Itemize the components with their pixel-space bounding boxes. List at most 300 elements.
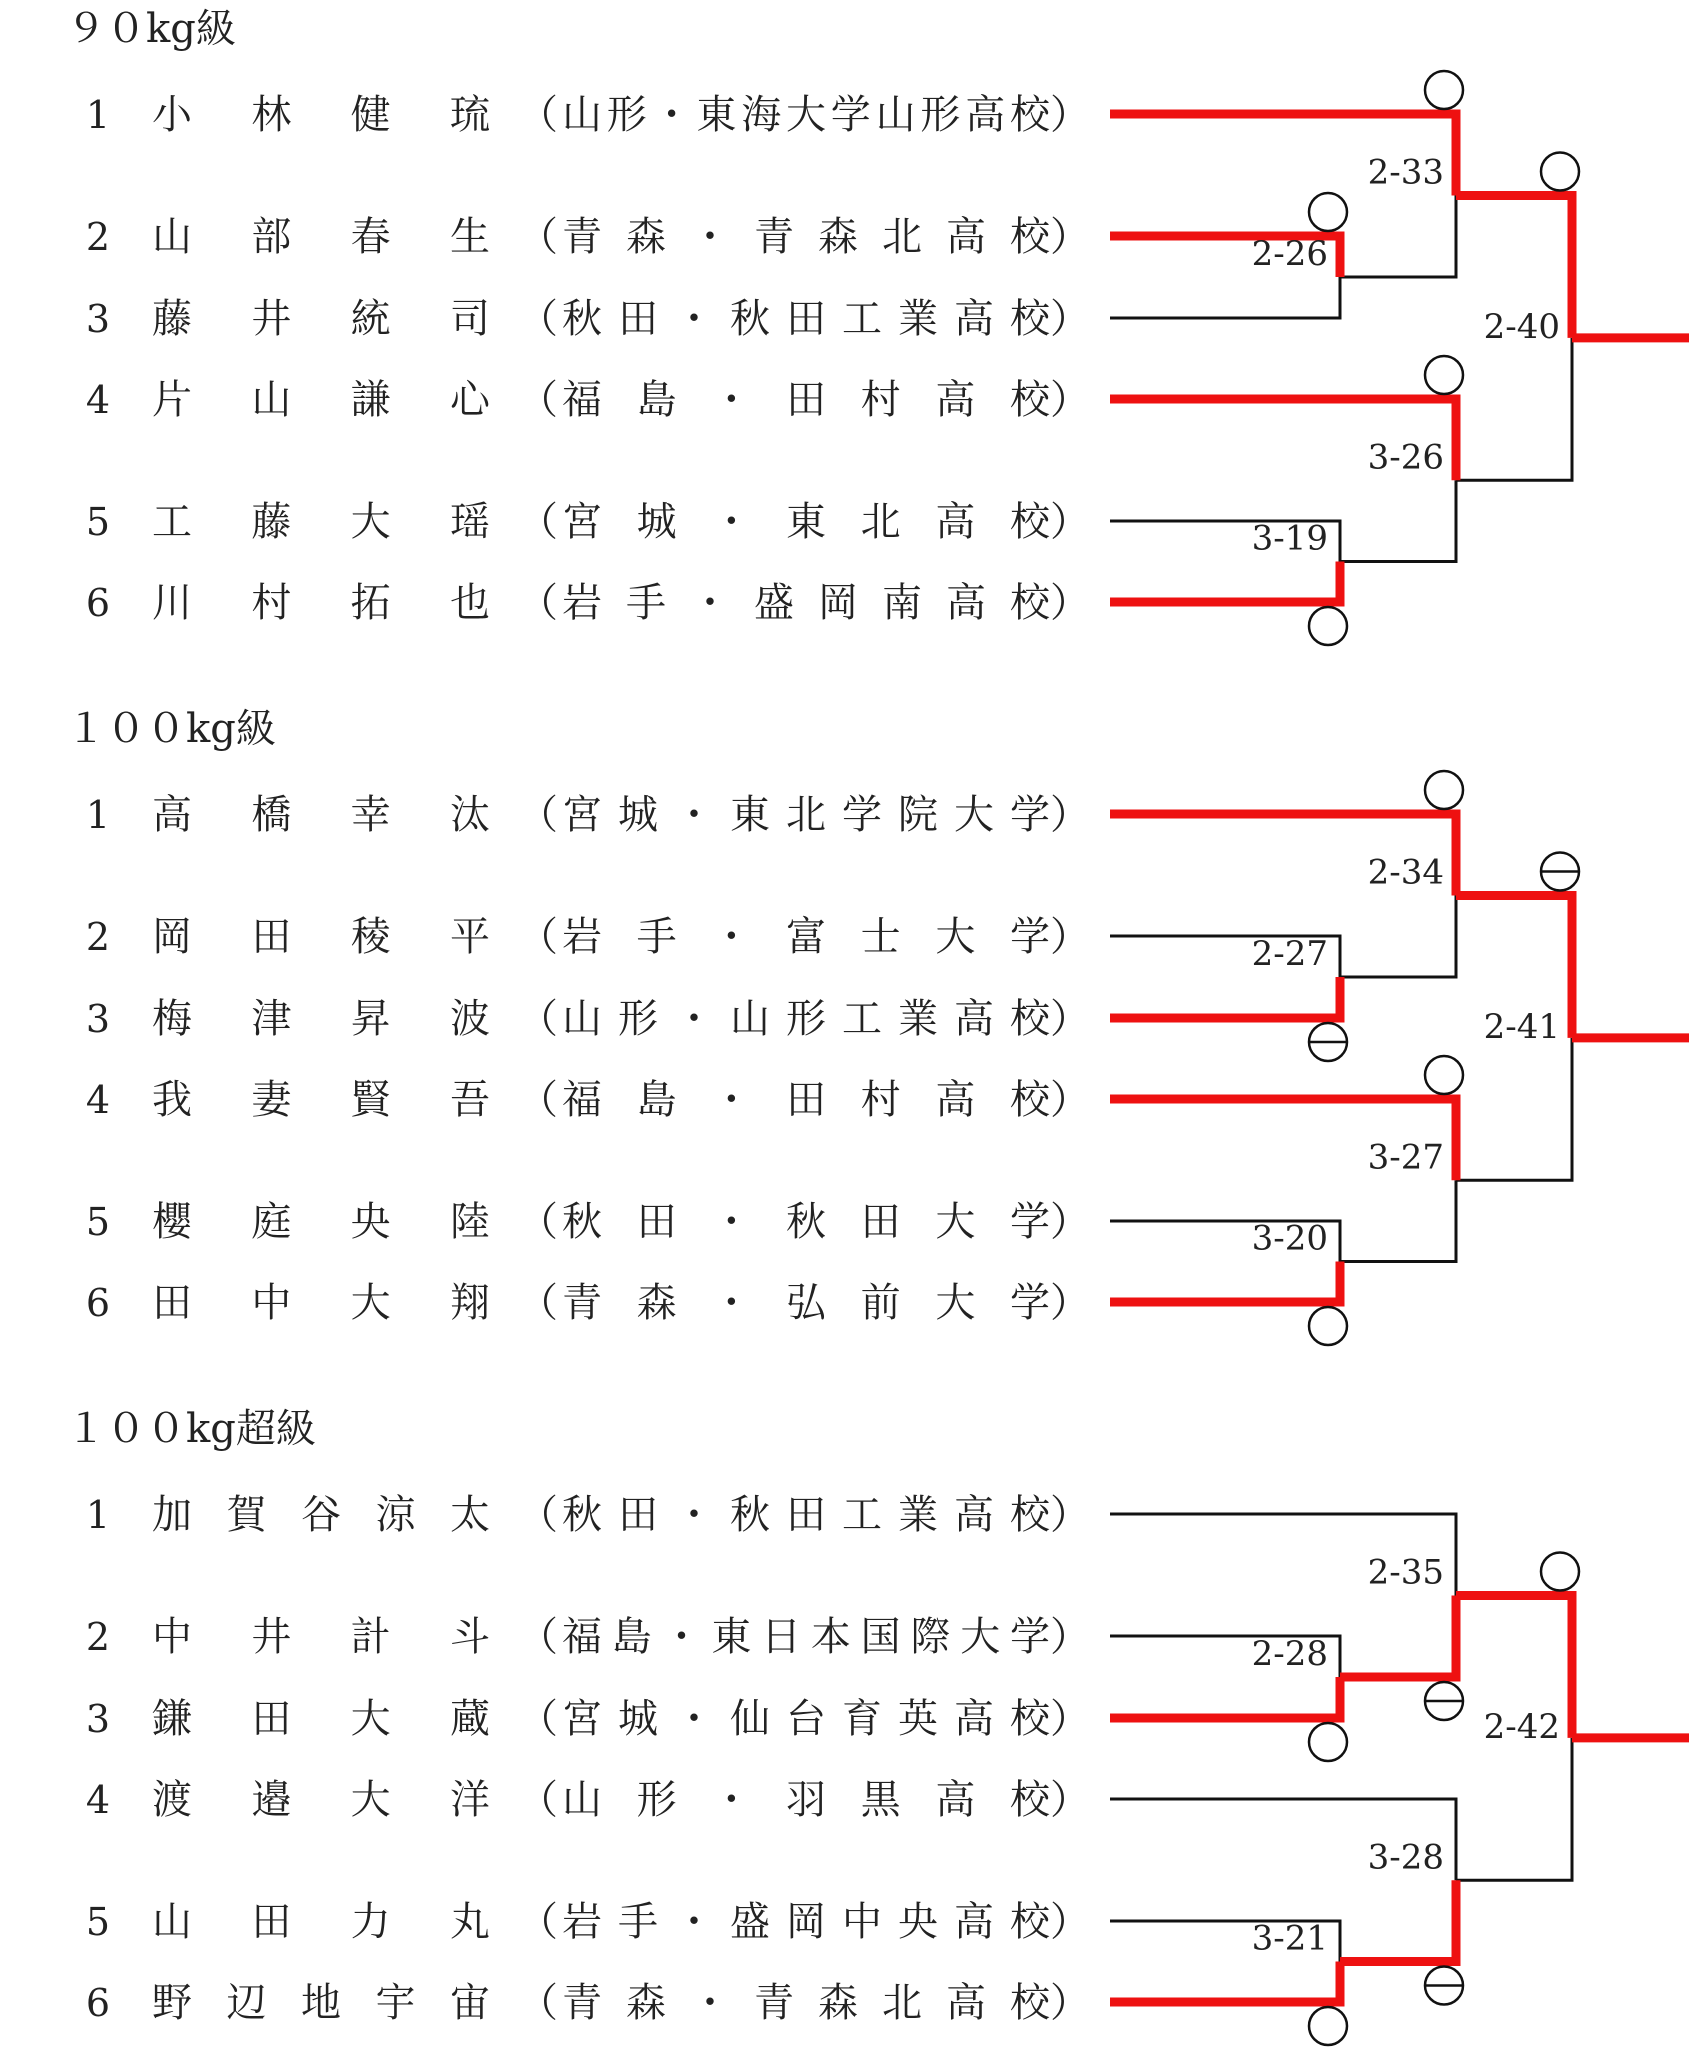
- player-seed: 6: [85, 1281, 111, 1325]
- player-affiliation: [562, 214, 1051, 260]
- player-name-char: 谷: [301, 1492, 341, 1538]
- final-lower-line: [1456, 1738, 1572, 1880]
- player-row: [86, 1777, 1090, 1823]
- s-top-lower-line-winner: [1340, 1596, 1456, 1678]
- player-affiliation-char: 校: [1010, 296, 1050, 342]
- player-affiliation-char: 形: [606, 92, 647, 138]
- player-seed: 6: [85, 581, 111, 625]
- match-label-final: 2-42: [1483, 1706, 1560, 1747]
- player-name-char: 鎌: [152, 1696, 192, 1742]
- affiliation-close-paren: ）: [1050, 296, 1090, 342]
- player-affiliation-char: 山: [562, 996, 602, 1042]
- player-affiliation-char: 秋: [730, 296, 770, 342]
- player-name: [152, 792, 490, 838]
- q-top-lower-line: [1110, 277, 1340, 318]
- player-affiliation: [562, 1899, 1051, 1945]
- player-affiliation-char: 青: [754, 1980, 794, 2026]
- player-name-char: 田: [152, 1280, 192, 1326]
- player-affiliation-char: 盛: [754, 580, 794, 626]
- match-label-final: 2-40: [1483, 306, 1560, 347]
- mark-q-bot: [1309, 1307, 1347, 1345]
- player-affiliation-char: 大: [935, 1280, 976, 1326]
- player-affiliation-char: 校: [1010, 580, 1050, 626]
- mark-q-top: [1309, 1723, 1347, 1761]
- player-affiliation-char: 福: [562, 377, 602, 423]
- player-affiliation-char: 宮: [562, 792, 602, 838]
- player-affiliation-char: 英: [898, 1696, 938, 1742]
- player-name: [152, 377, 492, 423]
- player-affiliation-char: ・: [661, 1614, 702, 1660]
- player-affiliation-char: 山: [730, 996, 770, 1042]
- affiliation-open-paren: （: [518, 1980, 558, 2026]
- player-affiliation-char: 業: [898, 996, 938, 1042]
- player-name-char: 中: [152, 1614, 192, 1660]
- player-name-char: 村: [251, 580, 292, 626]
- player-affiliation: [562, 996, 1051, 1042]
- affiliation-open-paren: （: [518, 1199, 558, 1245]
- player-affiliation-char: 森: [818, 1980, 858, 2026]
- affiliation-close-paren: ）: [1050, 92, 1090, 138]
- player-name-char: 辺: [226, 1980, 267, 2026]
- player-affiliation-char: 福: [562, 1077, 602, 1123]
- player-name-char: 洋: [450, 1777, 490, 1823]
- player-affiliation-char: 日: [761, 1614, 802, 1660]
- player-name-char: 大: [350, 1696, 391, 1742]
- player-name-char: 工: [152, 499, 192, 545]
- affiliation-open-paren: （: [518, 214, 558, 260]
- match-label-final: 2-41: [1483, 1006, 1560, 1047]
- player-row: [86, 296, 1090, 342]
- player-affiliation-char: 島: [636, 1077, 677, 1123]
- player-row: [86, 996, 1090, 1042]
- player-name-char: 春: [350, 214, 391, 260]
- player-affiliation: [562, 792, 1050, 838]
- division-title: ９０kg級: [66, 6, 236, 52]
- player-affiliation: [562, 1980, 1051, 2026]
- player-name-char: 片: [152, 377, 192, 423]
- player-affiliation-char: 島: [636, 377, 677, 423]
- player-name-char: 我: [152, 1077, 192, 1123]
- player-name-char: 渡: [152, 1777, 192, 1823]
- player-affiliation: [562, 92, 1051, 138]
- player-affiliation-char: 山: [562, 92, 602, 138]
- player-affiliation-char: 大: [786, 92, 826, 138]
- player-row: [86, 1614, 1090, 1660]
- player-affiliation-char: 高: [954, 296, 994, 342]
- player-seed: 5: [85, 1200, 111, 1244]
- affiliation-open-paren: （: [518, 580, 558, 626]
- player-affiliation-char: 大: [960, 1614, 1001, 1660]
- player-name: [152, 214, 490, 260]
- mark-q-top: [1309, 193, 1347, 231]
- player-affiliation-char: ・: [711, 1777, 752, 1823]
- mark-final: [1541, 853, 1579, 891]
- player-affiliation-char: 高: [946, 214, 986, 260]
- player-seed: 4: [85, 378, 111, 422]
- player-affiliation-char: 高: [946, 580, 986, 626]
- player-affiliation-char: 森: [636, 1280, 677, 1326]
- player-affiliation: [562, 377, 1051, 423]
- player-affiliation-char: 宮: [562, 499, 602, 545]
- player-affiliation-char: 秋: [786, 1199, 826, 1245]
- player-affiliation: [562, 580, 1051, 626]
- player-affiliation-char: 工: [842, 296, 882, 342]
- player-name-char: 翔: [450, 1280, 490, 1326]
- player-affiliation-char: 国: [860, 1614, 901, 1660]
- player-affiliation-char: 形: [618, 996, 658, 1042]
- player-name-char: 岡: [152, 914, 192, 960]
- player-affiliation-char: 校: [1010, 214, 1050, 260]
- q-bot-lower-line-winner: [1110, 562, 1340, 603]
- player-seed: 3: [85, 1697, 111, 1741]
- player-name: [152, 499, 490, 545]
- player-affiliation-char: 校: [1010, 377, 1050, 423]
- player-affiliation-char: 校: [1010, 1899, 1050, 1945]
- player-affiliation-char: 中: [842, 1899, 882, 1945]
- player-name-char: 汰: [450, 792, 490, 838]
- affiliation-open-paren: （: [518, 377, 558, 423]
- s-bot-lower-line-winner: [1340, 1880, 1456, 1961]
- player-name-char: 謙: [350, 377, 391, 423]
- player-seed: 2: [85, 915, 111, 959]
- player-seed: 4: [85, 1078, 111, 1122]
- affiliation-close-paren: ）: [1050, 914, 1090, 960]
- player-name-char: 涼: [375, 1492, 416, 1538]
- player-affiliation-char: 田: [786, 377, 826, 423]
- player-affiliation-char: 形: [786, 996, 826, 1042]
- player-seed: 2: [85, 1615, 111, 1659]
- match-label-s-bot: 3-26: [1367, 437, 1444, 478]
- player-affiliation-char: ・: [711, 499, 752, 545]
- mark-s-top: [1425, 1682, 1463, 1720]
- player-affiliation-char: 工: [842, 1492, 882, 1538]
- final-lower-line: [1456, 338, 1572, 480]
- player-name-char: 庭: [251, 1199, 292, 1245]
- player-affiliation-char: 学: [842, 792, 882, 838]
- player-name-char: 田: [251, 1899, 292, 1945]
- player-affiliation-char: 田: [786, 1077, 826, 1123]
- mark-s-bot: [1425, 1967, 1463, 2005]
- player-seed: 3: [85, 997, 111, 1041]
- player-seed: 6: [85, 1981, 111, 2025]
- player-affiliation-char: 黒: [860, 1777, 901, 1823]
- player-name-char: 生: [450, 214, 490, 260]
- player-row: [86, 580, 1090, 626]
- player-affiliation-char: 高: [965, 92, 1006, 138]
- affiliation-close-paren: ）: [1050, 499, 1090, 545]
- player-name: [152, 296, 490, 342]
- affiliation-close-paren: ）: [1050, 996, 1090, 1042]
- player-affiliation-char: 校: [1010, 1777, 1050, 1823]
- division-title: １００kg超級: [66, 1406, 316, 1452]
- player-affiliation-char: 田: [860, 1199, 901, 1245]
- player-name-char: 藤: [251, 499, 292, 545]
- s-bot-lower-line: [1340, 480, 1456, 561]
- player-affiliation: [562, 914, 1050, 960]
- player-name-char: 波: [450, 996, 490, 1042]
- match-label-s-bot: 3-27: [1367, 1137, 1444, 1178]
- player-name-char: 梅: [152, 996, 192, 1042]
- affiliation-open-paren: （: [518, 996, 558, 1042]
- player-affiliation-char: 岩: [562, 580, 602, 626]
- s-bot-lower-line: [1340, 1180, 1456, 1261]
- player-name-char: 川: [152, 580, 192, 626]
- q-bot-lower-line-winner: [1110, 1262, 1340, 1303]
- division-2: [66, 706, 1689, 1345]
- player-affiliation-char: 高: [935, 1077, 976, 1123]
- player-affiliation-char: 秋: [562, 296, 602, 342]
- player-affiliation-char: 高: [954, 1492, 994, 1538]
- mark-s-bot: [1425, 1056, 1463, 1094]
- final-lower-line: [1456, 1038, 1572, 1180]
- player-name-char: 琉: [450, 92, 490, 138]
- player-row: [86, 92, 1090, 138]
- player-name-char: 小: [152, 92, 192, 138]
- match-label-s-top: 2-34: [1367, 852, 1444, 893]
- player-name-char: 力: [350, 1899, 391, 1945]
- player-row: [86, 1280, 1090, 1326]
- player-name: [152, 1077, 490, 1123]
- player-affiliation: [562, 1492, 1051, 1538]
- affiliation-close-paren: ）: [1050, 214, 1090, 260]
- affiliation-close-paren: ）: [1050, 792, 1090, 838]
- mark-q-bot: [1309, 2007, 1347, 2045]
- player-affiliation-char: 森: [818, 214, 858, 260]
- player-name-char: 央: [350, 1199, 391, 1245]
- player-name: [152, 1777, 490, 1823]
- player-seed: 1: [85, 1493, 111, 1537]
- player-name-char: 櫻: [152, 1199, 192, 1245]
- affiliation-open-paren: （: [518, 1899, 558, 1945]
- player-affiliation: [562, 1199, 1050, 1245]
- player-affiliation-char: 田: [618, 296, 658, 342]
- player-affiliation-char: 城: [618, 792, 658, 838]
- player-affiliation-char: 院: [898, 792, 938, 838]
- player-affiliation-char: 高: [935, 499, 976, 545]
- affiliation-open-paren: （: [518, 792, 558, 838]
- player-affiliation-char: 高: [954, 996, 994, 1042]
- division-1: [66, 6, 1689, 645]
- player-affiliation-char: 青: [562, 1980, 602, 2026]
- affiliation-open-paren: （: [518, 1777, 558, 1823]
- player-affiliation: [562, 1777, 1051, 1823]
- player-name-char: 幸: [350, 792, 391, 838]
- player-affiliation-char: 高: [935, 1777, 976, 1823]
- affiliation-close-paren: ）: [1050, 1077, 1090, 1123]
- match-label-s-top: 2-35: [1367, 1552, 1444, 1593]
- player-name: [152, 92, 490, 138]
- player-affiliation-char: 校: [1010, 1077, 1050, 1123]
- player-affiliation-char: ・: [711, 1199, 752, 1245]
- player-affiliation: [562, 1077, 1051, 1123]
- mark-s-top: [1425, 771, 1463, 809]
- player-affiliation-char: 形: [920, 92, 961, 138]
- player-affiliation-char: 岩: [562, 914, 602, 960]
- affiliation-close-paren: ）: [1050, 1614, 1090, 1660]
- player-affiliation-char: 校: [1010, 1696, 1050, 1742]
- player-name-char: 宇: [375, 1980, 416, 2026]
- player-affiliation-char: 業: [898, 296, 938, 342]
- player-name-char: 野: [152, 1980, 192, 2026]
- player-name-char: 山: [251, 377, 292, 423]
- player-seed: 5: [85, 1900, 111, 1944]
- player-affiliation-char: 秋: [562, 1199, 602, 1245]
- player-name-char: 賀: [226, 1492, 267, 1538]
- affiliation-open-paren: （: [518, 1077, 558, 1123]
- player-name-char: 地: [301, 1980, 341, 2026]
- player-affiliation-char: 校: [1010, 996, 1050, 1042]
- player-affiliation-char: 東: [730, 792, 770, 838]
- player-name-char: 藤: [152, 296, 192, 342]
- affiliation-close-paren: ）: [1050, 1980, 1090, 2026]
- player-affiliation: [562, 1696, 1051, 1742]
- affiliation-open-paren: （: [518, 1614, 558, 1660]
- player-seed: 3: [85, 297, 111, 341]
- player-affiliation-char: 森: [626, 214, 666, 260]
- player-name-char: 統: [350, 296, 391, 342]
- player-affiliation-char: 高: [954, 1899, 994, 1945]
- player-name-char: 橋: [251, 792, 292, 838]
- player-name-char: 津: [251, 996, 292, 1042]
- player-affiliation-char: 台: [786, 1696, 826, 1742]
- player-name-char: 丸: [450, 1899, 490, 1945]
- player-name-char: 大: [350, 499, 391, 545]
- player-affiliation-char: 際: [910, 1614, 951, 1660]
- player-affiliation-char: 育: [842, 1696, 882, 1742]
- player-affiliation-char: 岡: [786, 1899, 826, 1945]
- mark-final: [1541, 153, 1579, 191]
- player-name: [152, 580, 490, 626]
- affiliation-open-paren: （: [518, 296, 558, 342]
- player-affiliation-char: 高: [946, 1980, 986, 2026]
- player-seed: 2: [85, 215, 111, 259]
- player-name: [152, 1280, 490, 1326]
- player-name: [152, 1980, 490, 2026]
- player-affiliation-char: 校: [1010, 1980, 1050, 2026]
- player-affiliation-char: 南: [882, 580, 922, 626]
- player-name-char: 瑶: [450, 499, 490, 545]
- player-name-char: 陸: [450, 1199, 490, 1245]
- match-label-s-top: 2-33: [1367, 152, 1444, 193]
- player-affiliation-char: 学: [1010, 1280, 1050, 1326]
- player-row: [86, 1696, 1090, 1742]
- player-affiliation-char: 仙: [730, 1696, 770, 1742]
- player-affiliation: [562, 1614, 1050, 1660]
- affiliation-close-paren: ）: [1050, 1777, 1090, 1823]
- player-affiliation-char: 学: [1010, 1199, 1050, 1245]
- player-row: [86, 1980, 1090, 2026]
- player-affiliation-char: 岩: [562, 1899, 602, 1945]
- player-name-char: 大: [350, 1777, 391, 1823]
- player-affiliation-char: 弘: [786, 1280, 826, 1326]
- mark-s-bot: [1425, 356, 1463, 394]
- player-affiliation-char: 富: [786, 914, 826, 960]
- player-name: [152, 1696, 490, 1742]
- player-affiliation-char: 城: [618, 1696, 658, 1742]
- player-affiliation-char: 村: [860, 1077, 901, 1123]
- affiliation-close-paren: ）: [1050, 1199, 1090, 1245]
- player-affiliation-char: ・: [711, 377, 752, 423]
- match-label-q-bot: 3-20: [1251, 1218, 1328, 1259]
- player-name-char: 田: [251, 1696, 292, 1742]
- player-affiliation-char: 前: [860, 1280, 901, 1326]
- player-name-char: 拓: [350, 580, 391, 626]
- player-name-char: 斗: [450, 1614, 490, 1660]
- match-label-s-bot: 3-28: [1367, 1837, 1444, 1878]
- q-top-lower-line-winner: [1110, 1677, 1340, 1718]
- player-affiliation: [562, 499, 1051, 545]
- affiliation-open-paren: （: [518, 92, 558, 138]
- affiliation-open-paren: （: [518, 1696, 558, 1742]
- affiliation-close-paren: ）: [1050, 377, 1090, 423]
- affiliation-open-paren: （: [518, 914, 558, 960]
- player-name-char: 蔵: [450, 1696, 490, 1742]
- player-affiliation-char: 田: [636, 1199, 677, 1245]
- player-name-char: 妻: [251, 1077, 292, 1123]
- player-name-char: 中: [251, 1280, 292, 1326]
- player-name: [152, 1199, 490, 1245]
- player-affiliation-char: 校: [1010, 92, 1050, 138]
- player-affiliation-char: 東: [786, 499, 826, 545]
- player-affiliation: [562, 296, 1051, 342]
- player-affiliation-char: 工: [842, 996, 882, 1042]
- player-name-char: 田: [251, 914, 292, 960]
- player-affiliation-char: 大: [935, 914, 976, 960]
- player-affiliation-char: 青: [562, 214, 602, 260]
- player-affiliation-char: ・: [674, 296, 714, 342]
- player-affiliation-char: 秋: [730, 1492, 770, 1538]
- player-affiliation: [562, 1280, 1050, 1326]
- player-affiliation-char: ・: [674, 996, 714, 1042]
- player-name-char: 井: [251, 1614, 292, 1660]
- player-name-char: 加: [152, 1492, 192, 1538]
- player-affiliation-char: 手: [636, 914, 677, 960]
- player-name-char: 吾: [450, 1077, 490, 1123]
- player-affiliation-char: 高: [954, 1696, 994, 1742]
- player-name-char: 心: [450, 377, 490, 423]
- player-row: [86, 914, 1090, 960]
- player-affiliation-char: 手: [618, 1899, 658, 1945]
- player-row: [86, 1899, 1090, 1945]
- player-name-char: 太: [450, 1492, 490, 1538]
- player-affiliation-char: ・: [690, 214, 730, 260]
- player-affiliation-char: 羽: [786, 1777, 826, 1823]
- q-bot-lower-line-winner: [1110, 1962, 1340, 2003]
- player-affiliation-char: 山: [562, 1777, 602, 1823]
- s-top-lower-line: [1340, 196, 1456, 278]
- player-affiliation-char: 高: [935, 377, 976, 423]
- player-affiliation-char: 福: [562, 1614, 602, 1660]
- player-affiliation-char: 青: [562, 1280, 602, 1326]
- player-row: [86, 792, 1090, 838]
- player-affiliation-char: 秋: [562, 1492, 602, 1538]
- player-affiliation-char: ・: [674, 1492, 714, 1538]
- affiliation-close-paren: ）: [1050, 1280, 1090, 1326]
- player-row: [86, 1199, 1090, 1245]
- player-affiliation-char: 森: [626, 1980, 666, 2026]
- player-seed: 1: [85, 793, 111, 837]
- division-title: １００kg級: [66, 706, 276, 752]
- player-affiliation-char: 盛: [730, 1899, 770, 1945]
- player-affiliation-char: ・: [711, 914, 752, 960]
- player-name: [152, 914, 490, 960]
- mark-final: [1541, 1553, 1579, 1591]
- division-3: [66, 1406, 1689, 2045]
- player-affiliation-char: 海: [741, 92, 782, 138]
- match-label-q-top: 2-28: [1251, 1634, 1328, 1674]
- player-name: [152, 1899, 490, 1945]
- player-affiliation-char: 北: [860, 499, 901, 545]
